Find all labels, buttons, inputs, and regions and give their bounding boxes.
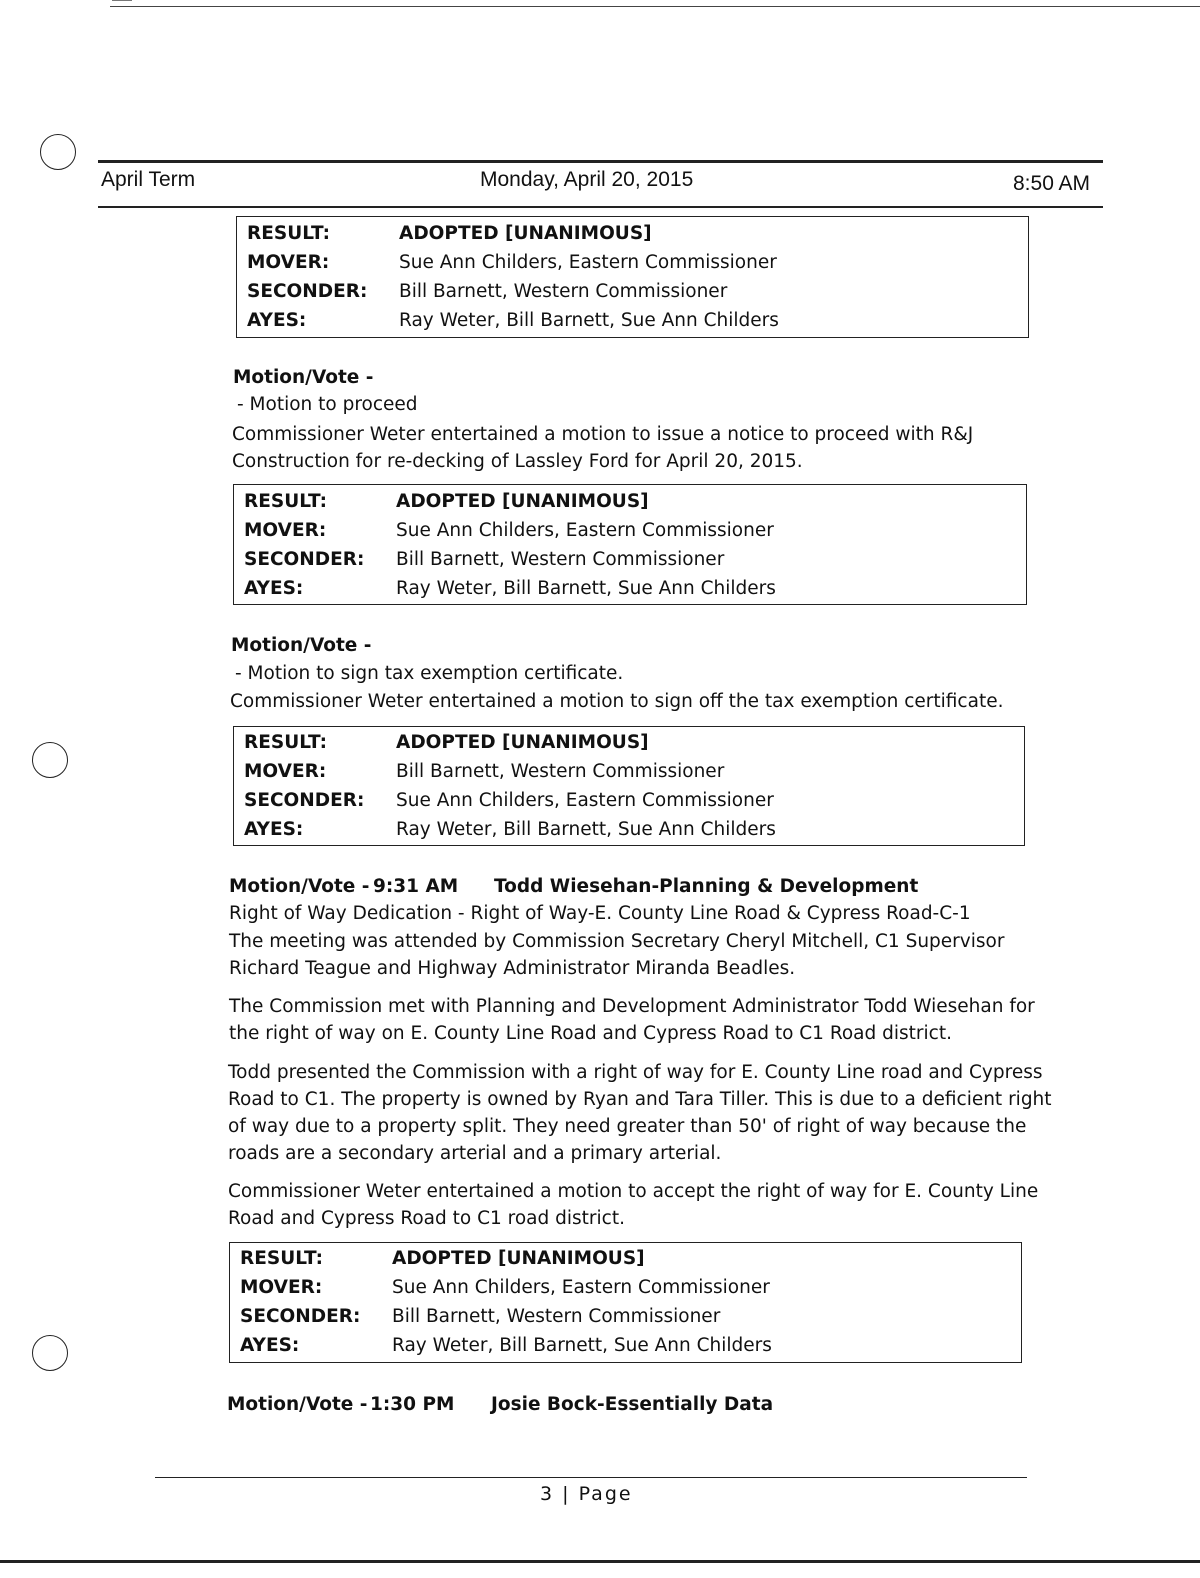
- vote-mover: Sue Ann Childers, Eastern Commissioner: [392, 1277, 770, 1298]
- scan-top-edge: [110, 6, 1200, 7]
- vote-result: ADOPTED [UNANIMOUS]: [399, 223, 652, 244]
- vote-label: RESULT:: [244, 732, 327, 753]
- vote-label: MOVER:: [244, 761, 327, 782]
- vote-mover: Bill Barnett, Western Commissioner: [396, 761, 725, 782]
- vote-label: AYES:: [247, 310, 307, 331]
- motion-heading: Motion/Vote -: [227, 1394, 368, 1415]
- vote-label: AYES:: [244, 578, 304, 599]
- motion-heading: Motion/Vote -: [233, 367, 374, 388]
- vote-label: RESULT:: [240, 1248, 323, 1269]
- motion-text-line: roads are a secondary arterial and a primary arterial.: [228, 1143, 722, 1164]
- header-rule-bottom: [98, 206, 1103, 208]
- vote-seconder: Bill Barnett, Western Commissioner: [396, 549, 725, 570]
- vote-label: AYES:: [240, 1335, 300, 1356]
- vote-label: MOVER:: [247, 252, 330, 273]
- vote-box: [229, 1242, 1022, 1363]
- vote-label: MOVER:: [240, 1277, 323, 1298]
- motion-subtitle: - Motion to sign tax exemption certificate.: [235, 663, 624, 684]
- motion-text-line: Road to C1. The property is owned by Ryan and Tara Tiller. This is due to a deficient right: [228, 1089, 1052, 1110]
- vote-seconder: Sue Ann Childers, Eastern Commissioner: [396, 790, 774, 811]
- vote-mover: Sue Ann Childers, Eastern Commissioner: [399, 252, 777, 273]
- vote-seconder: Bill Barnett, Western Commissioner: [392, 1306, 721, 1327]
- motion-text-line: Commissioner Weter entertained a motion to accept the right of way for E. County Line: [228, 1181, 1039, 1202]
- vote-box: [233, 484, 1027, 605]
- vote-ayes: Ray Weter, Bill Barnett, Sue Ann Childers: [396, 819, 776, 840]
- vote-ayes: Ray Weter, Bill Barnett, Sue Ann Childers: [396, 578, 776, 599]
- motion-subtitle: - Motion to proceed: [237, 394, 418, 415]
- motion-time: 9:31 AM: [373, 876, 459, 897]
- footer-rule: [155, 1477, 1027, 1478]
- header-date: Monday, April 20, 2015: [480, 168, 694, 191]
- motion-text-line: Construction for re-decking of Lassley Ford for April 20, 2015.: [232, 451, 803, 472]
- motion-text-line: of way due to a property split. They need greater than 50' of right of way because the: [228, 1116, 1027, 1137]
- motion-text-line: Right of Way Dedication - Right of Way-E. County Line Road & Cypress Road-C-1: [229, 903, 971, 924]
- motion-topic: Todd Wiesehan-Planning & Development: [494, 876, 919, 897]
- vote-result: ADOPTED [UNANIMOUS]: [392, 1248, 645, 1269]
- header-term: April Term: [101, 168, 196, 191]
- vote-mover: Sue Ann Childers, Eastern Commissioner: [396, 520, 774, 541]
- motion-text-line: Richard Teague and Highway Administrator Miranda Beadles.: [229, 958, 796, 979]
- motion-text-line: Todd presented the Commission with a right of way for E. County Line road and Cypress: [228, 1062, 1043, 1083]
- vote-box: [233, 726, 1025, 846]
- vote-result: ADOPTED [UNANIMOUS]: [396, 732, 649, 753]
- motion-topic: Josie Bock-Essentially Data: [491, 1394, 774, 1415]
- motion-heading: Motion/Vote -: [229, 876, 370, 897]
- motion-text-line: Road and Cypress Road to C1 road district.: [228, 1208, 625, 1229]
- motion-text-line: The meeting was attended by Commission Secretary Cheryl Mitchell, C1 Supervisor: [229, 931, 1005, 952]
- vote-ayes: Ray Weter, Bill Barnett, Sue Ann Childers: [399, 310, 779, 331]
- vote-ayes: Ray Weter, Bill Barnett, Sue Ann Childers: [392, 1335, 772, 1356]
- vote-label: SECONDER:: [244, 790, 365, 811]
- punch-hole-top: [40, 134, 76, 170]
- vote-seconder: Bill Barnett, Western Commissioner: [399, 281, 728, 302]
- vote-label: SECONDER:: [240, 1306, 361, 1327]
- motion-text-line: Commissioner Weter entertained a motion to sign off the tax exemption certificate.: [230, 691, 1004, 712]
- header-time: 8:50 AM: [1013, 172, 1091, 195]
- header-rule-top: [98, 160, 1103, 163]
- vote-label: RESULT:: [244, 491, 327, 512]
- vote-label: AYES:: [244, 819, 304, 840]
- vote-label: RESULT:: [247, 223, 330, 244]
- scan-edge-mark: [112, 0, 132, 1]
- motion-heading: Motion/Vote -: [231, 635, 372, 656]
- motion-text-line: the right of way on E. County Line Road and Cypress Road to C1 Road district.: [229, 1023, 952, 1044]
- vote-label: MOVER:: [244, 520, 327, 541]
- motion-text-line: The Commission met with Planning and Development Administrator Todd Wiesehan for: [229, 996, 1035, 1017]
- scan-bottom-edge: [0, 1560, 1200, 1563]
- motion-text-line: Commissioner Weter entertained a motion to issue a notice to proceed with R&J: [232, 424, 974, 445]
- punch-hole-bottom: [32, 1335, 68, 1371]
- page-number: 3 | Page: [540, 1483, 633, 1505]
- vote-label: SECONDER:: [244, 549, 365, 570]
- punch-hole-middle: [32, 742, 68, 778]
- motion-time: 1:30 PM: [370, 1394, 455, 1415]
- vote-box: [236, 216, 1029, 338]
- vote-result: ADOPTED [UNANIMOUS]: [396, 491, 649, 512]
- vote-label: SECONDER:: [247, 281, 368, 302]
